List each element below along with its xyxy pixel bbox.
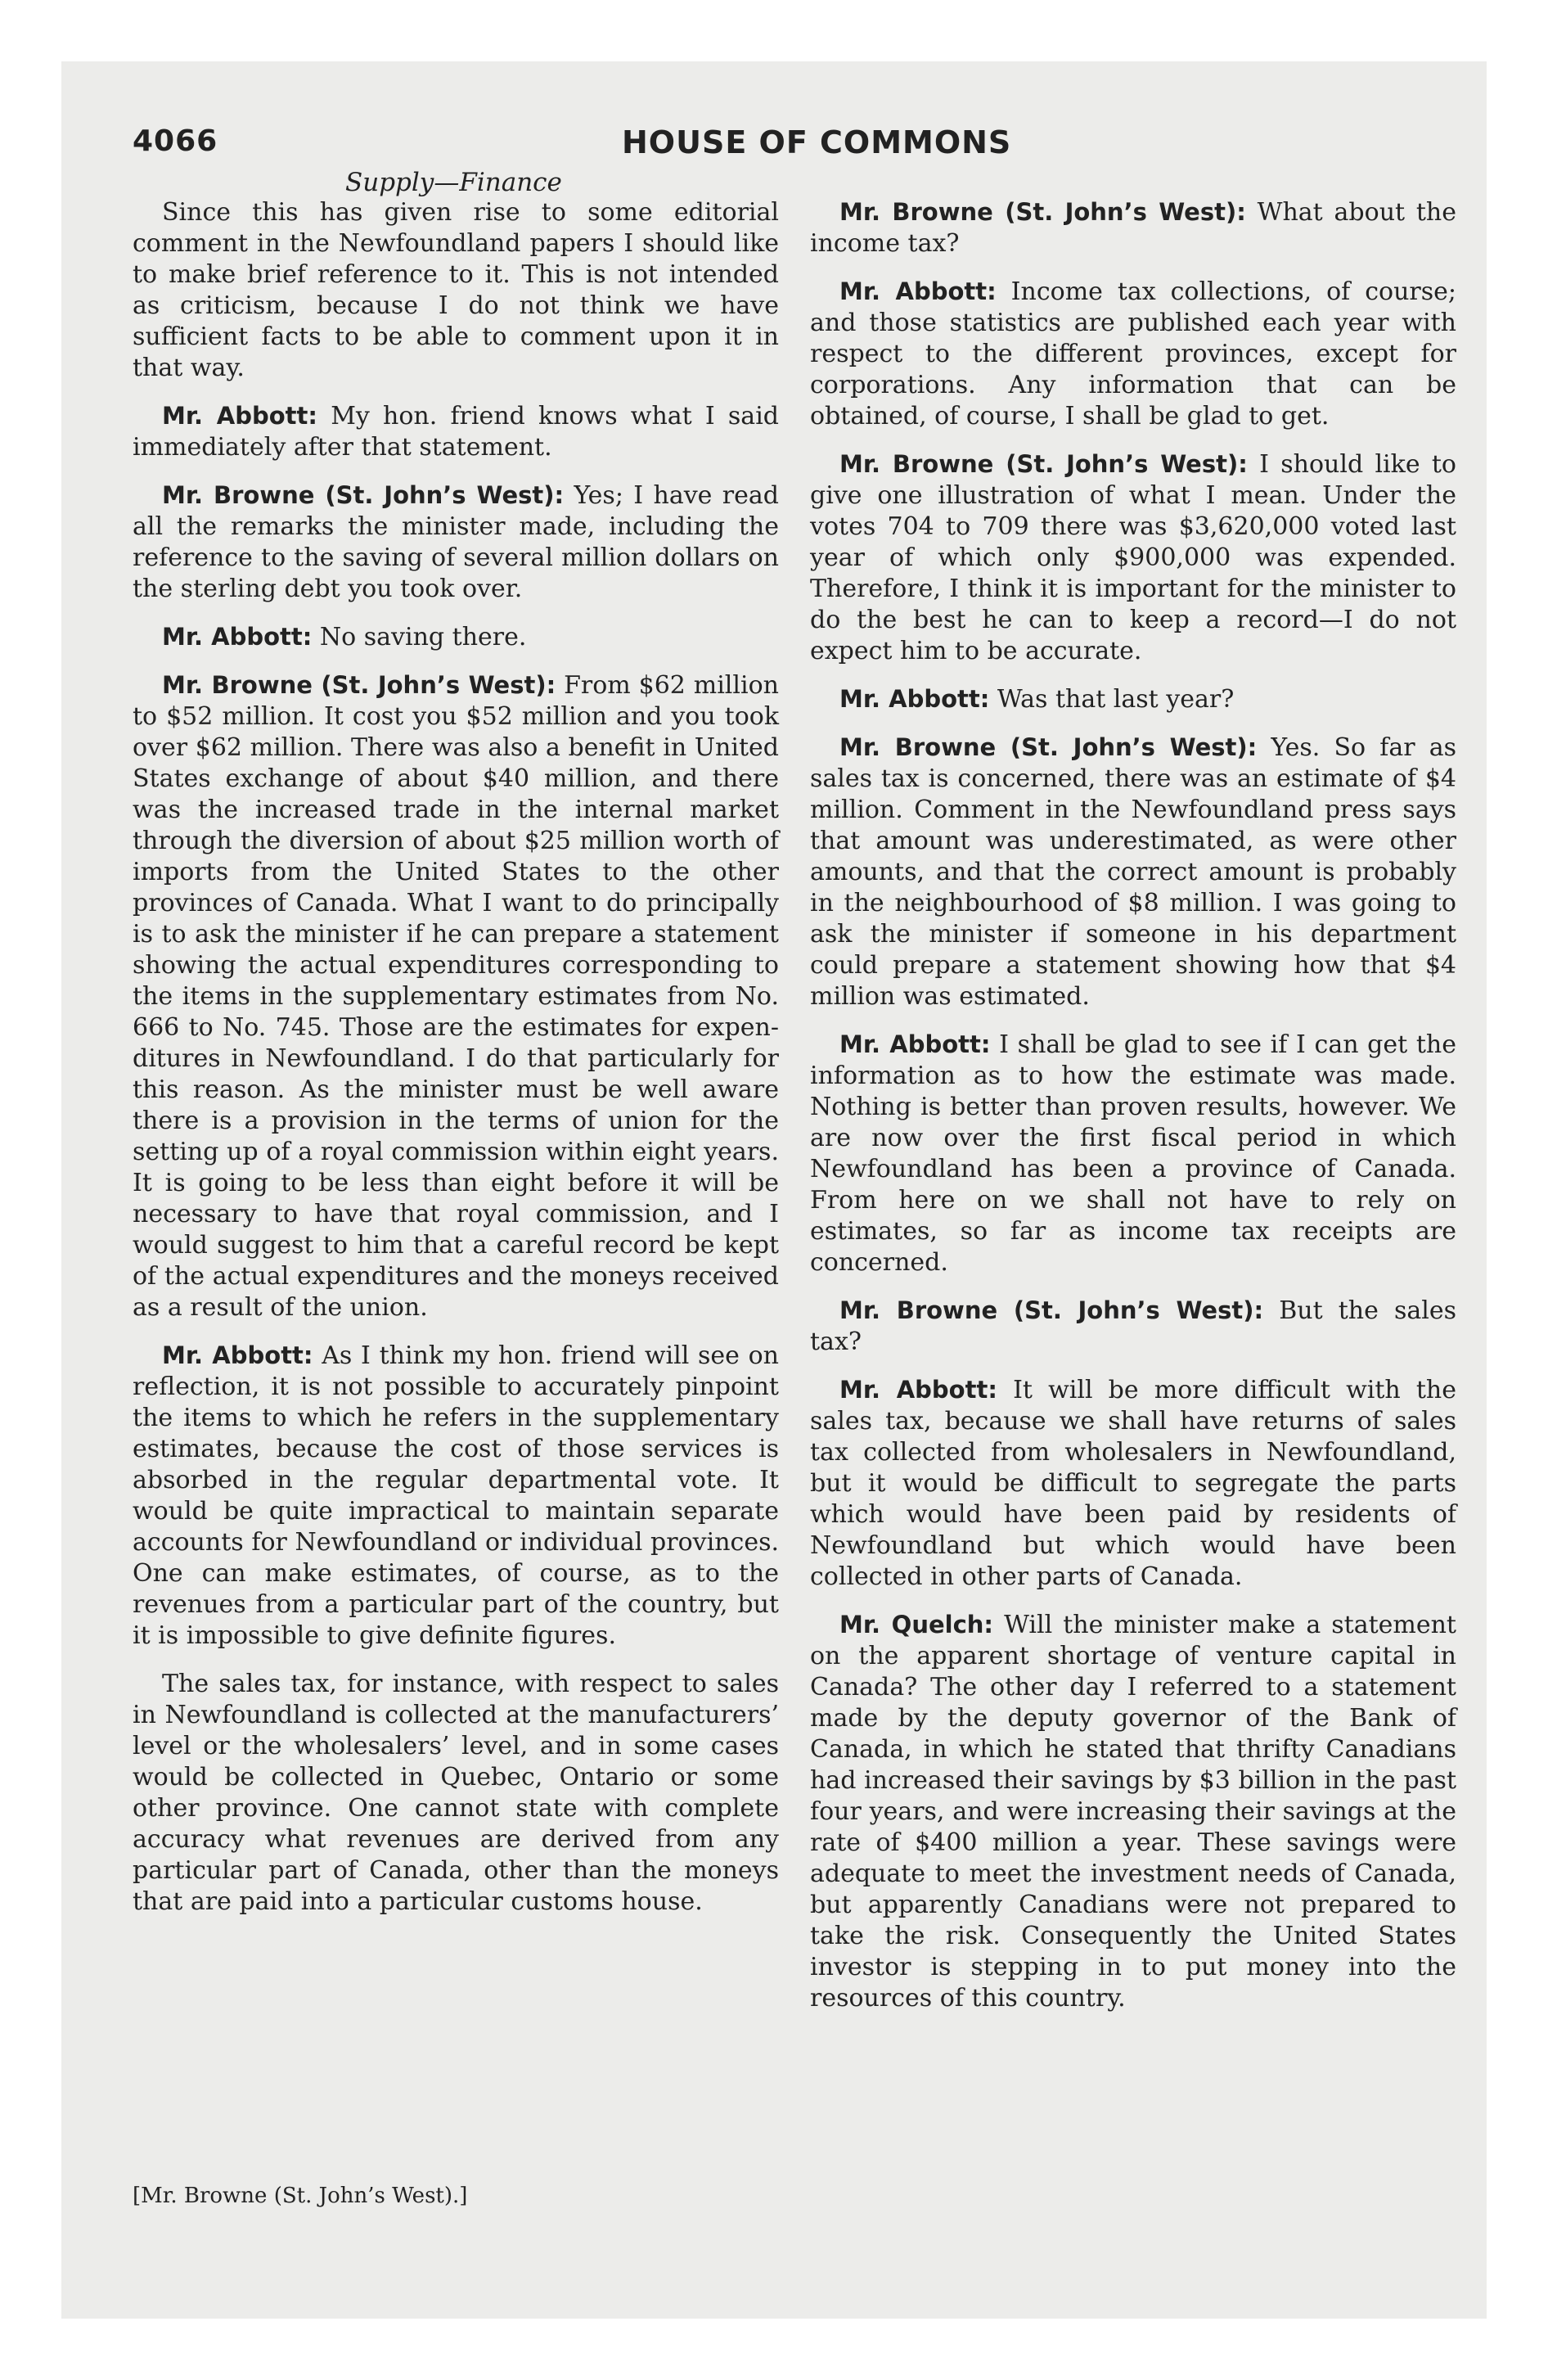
paragraph — [133, 480, 779, 605]
speaker-name: Mr. Abbott: — [162, 1341, 313, 1369]
paragraph-text: It will be more difficult with the sales tax, because we shall have returns of sales tax collected from wholesalers in Newfoundland, but it would be difficult to segregate the parts which would have been paid by residents of Newfoundland but which would have been collected in other parts of Canada. — [810, 1376, 1456, 1591]
speaker-name: Mr. Abbott: — [839, 1030, 991, 1058]
paragraph-text: From $62 million to $52 million. It cost you $52 million and you took over $62 million. There was also a benefit in United States exchange of about $40 million, and there was the increased trade in the internal market through the diversion of about $25 million worth of imports from the United States to the other provinces of Canada. What I want to do principally is to ask the minister if he can prepare a statement showing the actual expenditures corresponding to the items in the supplementary estimates from No. 666 to No. 745. Those are the estimates for expenditures in Newfoundland. I do that particularly for this reason. As the minister must be well aware there is a provision in the terms of union for the setting up of a royal commission within eight years. It is going to be less than eight before it will be necessary to have that royal commission, and I would suggest to him that a careful record be kept of the actual expenditures and the moneys received as a result of the union. — [133, 671, 779, 1322]
paragraph-text: Yes. So far as sales tax is concerned, there was an estimate of $4 million. Comment in the Newfoundland press says that amount was underestimated, as were other amounts, and that the correct amount is probably in the neighbourhood of $8 million. I was going to ask the minister if someone in his department could prepare a statement showing how that $4 million was estimated. — [810, 733, 1457, 1011]
paragraph — [133, 621, 779, 653]
right-column — [810, 196, 1456, 2031]
speaker-name: Mr. Browne (St. John’s West): — [162, 671, 556, 699]
paragraph-text: I shall be glad to see if I can get the information as to how the estimate was made. Nothing is better than proven results, however. We are now over the first fiscal period in which Newfoundland has been a province of Canada. From here on we shall not have to rely on estimates, so far as income tax receipts are concerned. — [810, 1030, 1456, 1277]
speaker-name: Mr. Abbott: — [839, 1376, 997, 1404]
paragraph-text: Since this has given rise to some editorial comment in the Newfoundland papers I should like to make brief reference to it. This is not intended as criticism, because I do not think we have sufficient facts to be able to comment upon it in that way. — [133, 198, 779, 382]
paragraph — [133, 400, 779, 463]
paragraph — [810, 1609, 1456, 2014]
paragraph-text: What about the income tax? — [810, 198, 1456, 258]
paragraph — [133, 669, 779, 1323]
paragraph-text: The sales tax, for instance, with respect to sales in Newfoundland is collected at the manufacturers’ level or the wholesalers’ level, and in some cases would be collected in Quebec, Ontario or some other province. One cannot state with complete accuracy what revenues are derived from any particular part of Canada, other than the moneys that are paid into a particular customs house. — [133, 1670, 779, 1916]
speaker-name: Mr. Abbott: — [162, 623, 313, 651]
paragraph-text: My hon. friend knows what I said immediately after that statement. — [133, 402, 779, 462]
paragraph — [810, 196, 1456, 259]
speaker-name: Mr. Abbott: — [162, 402, 317, 430]
paragraph-text: I should like to give one illustration of what I mean. Under the votes 704 to 709 there was $3,620,000 voted last year of which only $900,000 was expended. Therefore, I think it is important for the minister to do the best he can to keep a record—I do not expect him to be accurate. — [810, 450, 1456, 665]
speaker-name: Mr. Browne (St. John’s West): — [839, 1296, 1264, 1324]
speaker-name: Mr. Abbott: — [839, 277, 997, 305]
paragraph — [810, 1295, 1456, 1358]
paragraph — [133, 1668, 779, 1918]
speaker-name: Mr. Abbott: — [839, 685, 990, 713]
page-heading: HOUSE OF COMMONS — [622, 124, 1012, 160]
left-column — [133, 196, 779, 1934]
paragraph — [810, 732, 1456, 1012]
subject-heading: Supply—Finance — [345, 168, 562, 197]
paragraph — [810, 683, 1456, 715]
speaker-name: Mr. Browne (St. John’s West): — [162, 481, 565, 509]
paragraph — [133, 196, 779, 384]
paragraph-text: Was that last year? — [997, 685, 1235, 714]
speaker-name: Mr. Browne (St. John’s West): — [839, 198, 1246, 226]
page-number: 4066 — [133, 124, 218, 158]
paragraph-text: Income tax collections, of course; and those statistics are published each year with respect to the different provinces, except for corporations. Any information that can be obtained, of course, I shall be glad to get. — [810, 277, 1456, 430]
speaker-name: Mr. Browne (St. John’s West): — [839, 733, 1258, 761]
paragraph — [810, 276, 1456, 432]
speaker-name: Mr. Browne (St. John’s West): — [839, 450, 1248, 478]
paragraph — [133, 1340, 779, 1652]
page-footer: [Mr. Browne (St. John’s West).] — [133, 2184, 468, 2208]
paragraph — [810, 1029, 1456, 1278]
paragraph — [810, 449, 1456, 667]
paragraph-text: No saving there. — [319, 623, 527, 651]
speaker-name: Mr. Quelch: — [839, 1611, 994, 1639]
paragraph-text: Yes; I have read all the remarks the minister made, including the reference to the saving of several million dollars on the sterling debt you took over. — [133, 481, 779, 603]
paragraph-text: But the sales tax? — [810, 1296, 1457, 1356]
paragraph-text: As I think my hon. friend will see on reflection, it is not possible to accurately pinpoint the items to which he refers in the supplementary estimates, because the cost of those services is absorbed in the regular departmental vote. It would be quite impractical to maintain separate accounts for Newfoundland or individual provinces. One can make estimates, of course, as to the revenues from a particular part of the country, but it is impossible to give definite figures. — [133, 1341, 779, 1650]
paragraph — [810, 1374, 1456, 1593]
paragraph-text: Will the minister make a statement on the apparent shortage of venture capital in Canada? The other day I referred to a statement made by the deputy governor of the Bank of Canada, in which he stated that thrifty Canadians had increased their savings by $3 billion in the past four years, and were increasing their savings at the rate of $400 million a year. These savings were adequate to meet the investment needs of Canada, but apparently Canadians were not prepared to take the risk. Consequently the United States investor is stepping in to put money into the resources of this country. — [810, 1611, 1456, 2013]
